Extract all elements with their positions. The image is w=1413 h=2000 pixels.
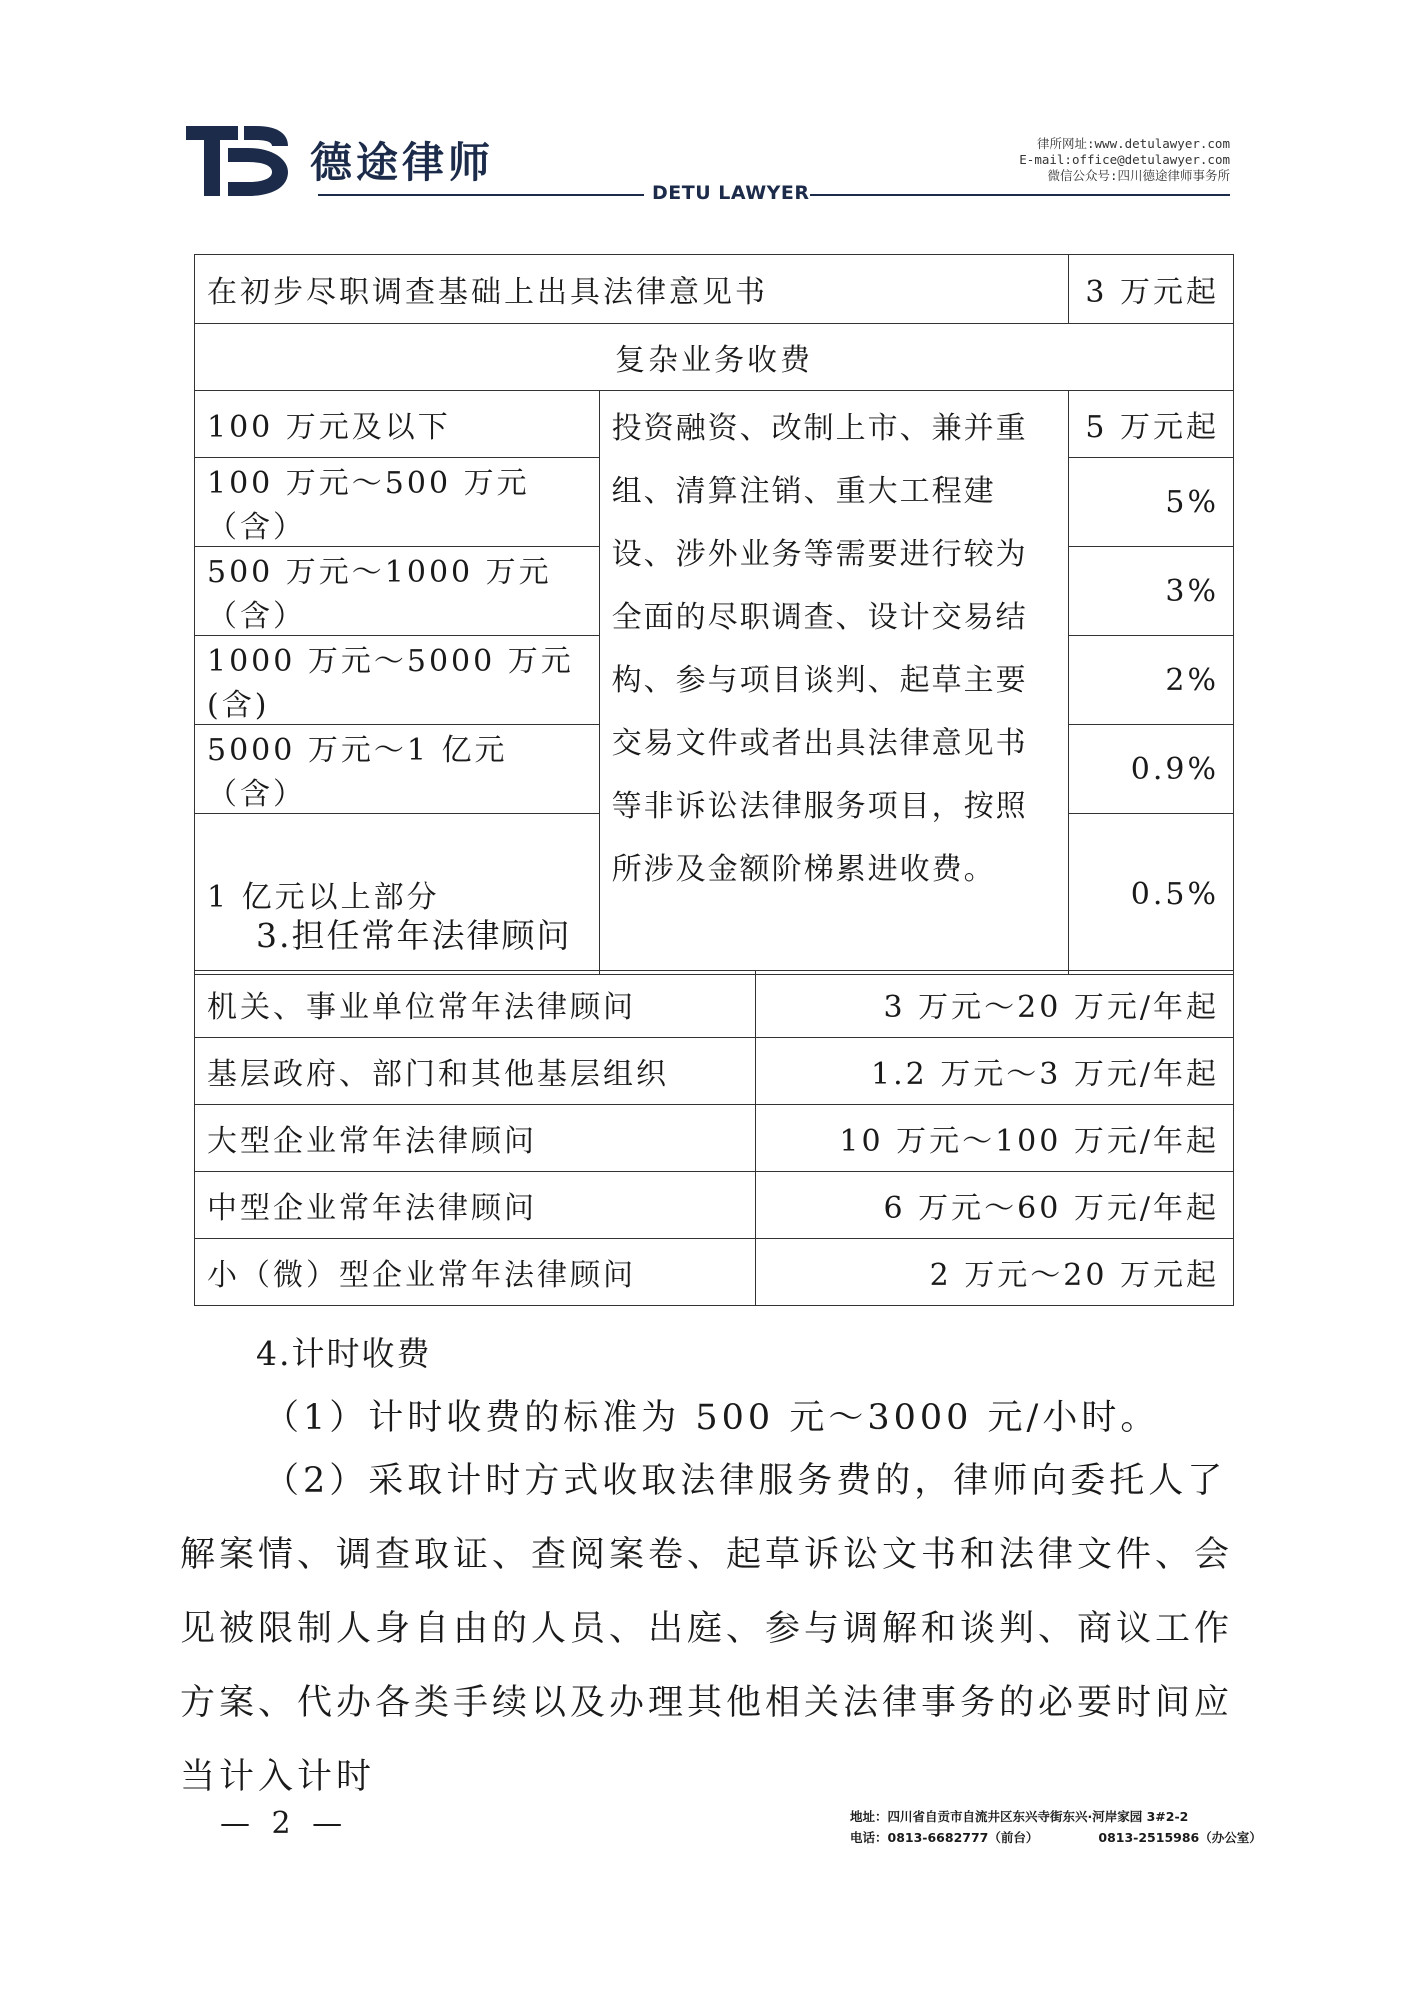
table-cell-label: 在初步尽职调查基础上出具法律意见书: [195, 255, 1069, 324]
logo-text: 德途律师: [310, 138, 495, 187]
section-3-heading: 3.担任常年法律顾问: [256, 916, 572, 955]
table-cell-label: 小（微）型企业常年法律顾问: [195, 1239, 756, 1306]
fee-table-retainer: [194, 970, 1234, 1306]
table-cell-value: 1.2 万元～3 万元/年起: [756, 1038, 1234, 1105]
fee-table-complex: [194, 254, 1234, 975]
table-row: [195, 1172, 1234, 1239]
rate-cell: 5 万元起: [1069, 391, 1234, 458]
table-cell-label: 机关、事业单位常年法律顾问: [195, 971, 756, 1038]
table-cell-label: 中型企业常年法律顾问: [195, 1172, 756, 1239]
table-cell-value: 2 万元～20 万元起: [756, 1239, 1234, 1306]
contact-info: [1019, 136, 1230, 184]
table-cell-label: 大型企业常年法律顾问: [195, 1105, 756, 1172]
table-cell-value: 6 万元～60 万元/年起: [756, 1172, 1234, 1239]
footer-address: 地址：四川省自贡市自流井区东兴寺街东兴·河岸家园 3#2-2: [850, 1809, 1189, 1824]
table-row: [195, 391, 1234, 458]
rate-cell: 2%: [1069, 636, 1234, 725]
table-row: [195, 255, 1234, 324]
table-row: [195, 1239, 1234, 1306]
footer-phone-front: 电话：0813-6682777（前台）: [850, 1830, 1039, 1845]
paragraph-1: （1）计时收费的标准为 500 元～3000 元/小时。: [264, 1398, 1160, 1438]
range-cell: 100 万元及以下: [195, 391, 600, 458]
footer-phone-office: 0813-2515986（办公室）: [1098, 1830, 1262, 1845]
wechat-line: 微信公众号:四川德途律师事务所: [1047, 168, 1230, 183]
section-4-heading: 4.计时收费: [256, 1334, 432, 1373]
header-divider-right: [810, 194, 1230, 196]
table-row: [195, 1038, 1234, 1105]
footer-contact: [850, 1806, 1262, 1848]
rate-cell: 0.5%: [1069, 814, 1234, 975]
rate-cell: 3%: [1069, 547, 1234, 636]
footer-phones: [850, 1827, 1262, 1848]
email-line: E-mail:office@detulawyer.com: [1019, 152, 1230, 167]
range-cell: 5000 万元～1 亿元（含）: [195, 725, 600, 814]
rate-cell: 5%: [1069, 458, 1234, 547]
range-cell: 100 万元～500 万元（含）: [195, 458, 600, 547]
logo-english-text: DETU LAWYER: [652, 182, 810, 204]
table-cell-value: 3 万元～20 万元/年起: [756, 971, 1234, 1038]
range-cell: 1 亿元以上部分: [195, 814, 600, 975]
table-row: [195, 324, 1234, 391]
paragraph-2: （2）采取计时方式收取法律服务费的，律师向委托人了解案情、调查取证、查阅案卷、起草诉讼文书和法律文件、会见被限制人身自由的人员、出庭、参与调解和谈判、商议工作方案、代办各类手续以及办理其他相关法律事务的必要时间应当计入计时: [180, 1461, 1234, 1797]
description-cell: 投资融资、改制上市、兼并重组、清算注销、重大工程建设、涉外业务等需要进行较为全面的尽职调查、设计交易结构、参与项目谈判、起草主要交易文件或者出具法律意见书等非诉讼法律服务项目，按照所涉及金额阶梯累进收费。: [599, 391, 1068, 975]
table-cell-value: 3 万元起: [1069, 255, 1234, 324]
table-cell-value: 10 万元～100 万元/年起: [756, 1105, 1234, 1172]
detu-logo-mark-icon: [186, 126, 288, 196]
range-cell: 500 万元～1000 万元（含）: [195, 547, 600, 636]
range-cell: 1000 万元～5000 万元(含): [195, 636, 600, 725]
section-title-cell: 复杂业务收费: [195, 324, 1234, 391]
table-row: [195, 1105, 1234, 1172]
website-line: 律所网址:www.detulawyer.com: [1037, 136, 1230, 151]
page-number: — 2 —: [220, 1806, 349, 1841]
table-cell-label: 基层政府、部门和其他基层组织: [195, 1038, 756, 1105]
header-divider-left: [318, 194, 644, 196]
rate-cell: 0.9%: [1069, 725, 1234, 814]
table-row: [195, 971, 1234, 1038]
